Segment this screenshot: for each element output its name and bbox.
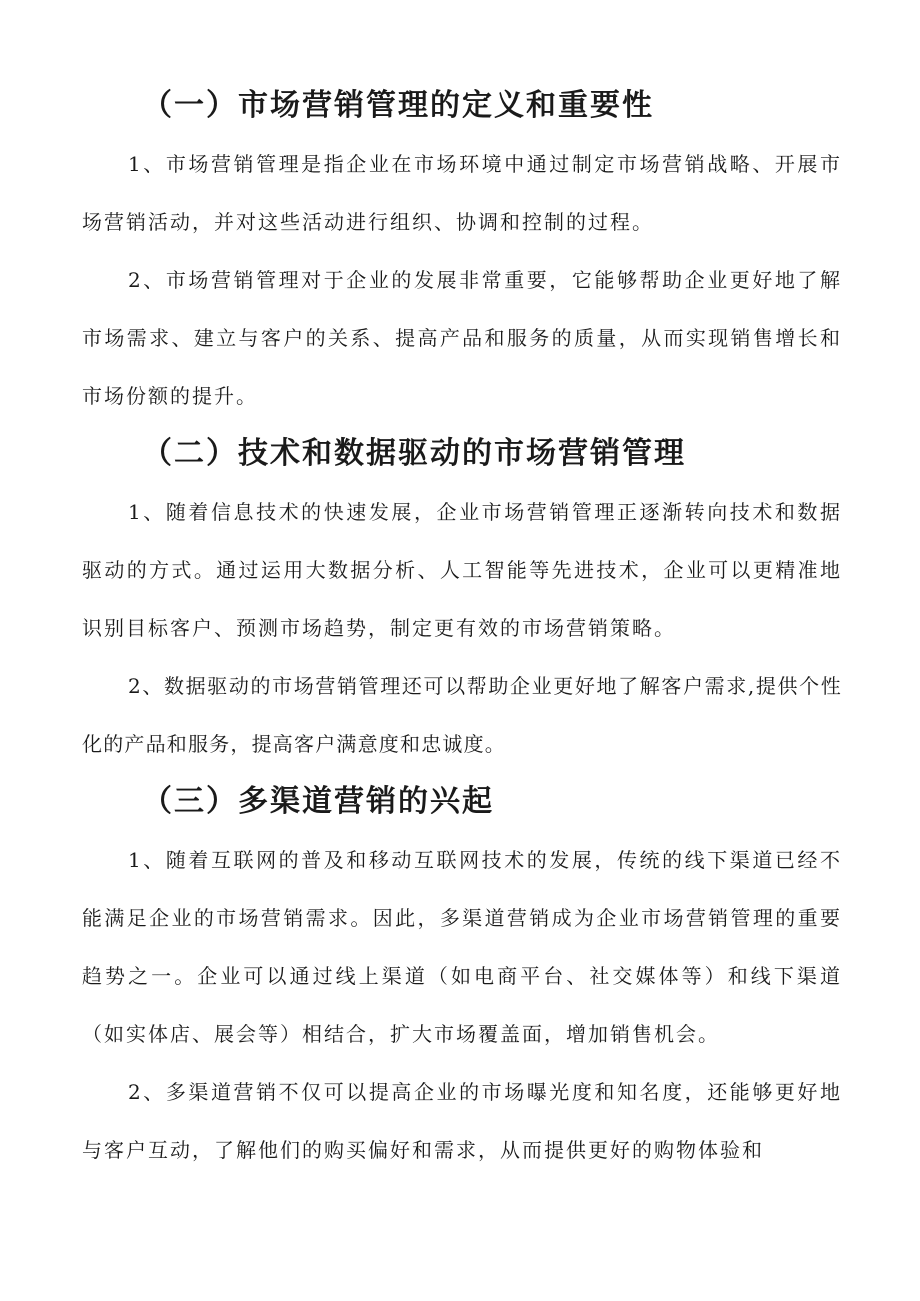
section-3 xyxy=(82,773,842,1179)
paragraph: 2、多渠道营销不仅可以提高企业的市场曝光度和知名度，还能够更好地与客户互动，了解他们的购买偏好和需求，从而提供更好的购物体验和 xyxy=(82,1080,842,1162)
section-heading: （二）技术和数据驱动的市场营销管理 xyxy=(142,436,686,471)
section-2 xyxy=(82,425,842,773)
section-1 xyxy=(82,77,842,425)
paragraph: 1、市场营销管理是指企业在市场环境中通过制定市场营销战略、开展市场营销活动，并对这些活动进行组织、协调和控制的过程。 xyxy=(82,152,842,234)
section-heading: （三）多渠道营销的兴起 xyxy=(142,784,494,819)
paragraph: 1、随着互联网的普及和移动互联网技术的发展，传统的线下渠道已经不能满足企业的市场营销需求。因此，多渠道营销成为企业市场营销管理的重要趋势之一。企业可以通过线上渠道（如电商平台、社交媒体等）和线下渠道（如实体店、展会等）相结合，扩大市场覆盖面，增加销售机会。 xyxy=(82,848,842,1046)
paragraph: 1、随着信息技术的快速发展，企业市场营销管理正逐渐转向技术和数据驱动的方式。通过运用大数据分析、人工智能等先进技术，企业可以更精准地识别目标客户、预测市场趋势，制定更有效的市场营销策略。 xyxy=(82,500,842,640)
paragraph: 2、市场营销管理对于企业的发展非常重要，它能够帮助企业更好地了解市场需求、建立与客户的关系、提高产品和服务的质量，从而实现销售增长和市场份额的提升。 xyxy=(82,268,842,408)
section-heading: （一）市场营销管理的定义和重要性 xyxy=(142,88,654,123)
paragraph: 2、数据驱动的市场营销管理还可以帮助企业更好地了解客户需求,提供个性化的产品和服务，提高客户满意度和忠诚度。 xyxy=(82,674,842,756)
